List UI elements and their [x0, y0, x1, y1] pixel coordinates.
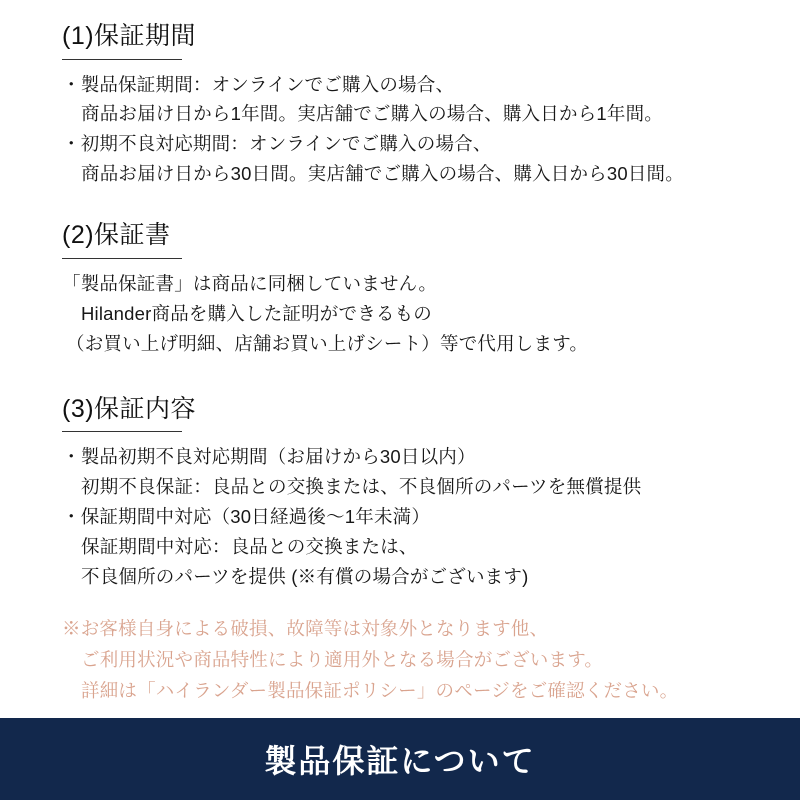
note-line: 詳細は「ハイランダー製品保証ポリシー」のページをご確認ください。 — [81, 679, 679, 701]
body-line: Hilander商品を購入した証明ができるもの — [81, 302, 432, 324]
spacer — [62, 363, 756, 393]
footer-title: 製品保証について — [264, 743, 536, 779]
body-line: 初期不良保証：良品との交換または、不良個所のパーツを無償提供 — [81, 476, 642, 498]
body-line: 保証期間中対応：良品との交換または、 — [81, 536, 418, 558]
section-2-lines — [62, 269, 756, 359]
heading-rule-2 — [62, 258, 182, 259]
body-line: （お買い上げ明細、店舗お買い上げシート）等で代用します。 — [66, 332, 589, 354]
section-3-lines — [62, 442, 756, 592]
body-line: 商品お届け日から1年間。実店舗でご購入の場合、購入日から1年間。 — [81, 103, 663, 125]
body-line: ・保証期間中対応（30日経過後〜1年未満） — [62, 506, 431, 528]
footer-banner — [0, 718, 800, 800]
note-line: ご利用状況や商品特性により適用外となる場合がございます。 — [81, 648, 604, 670]
heading-rule-3 — [62, 431, 182, 432]
spacer — [62, 193, 756, 219]
body-line: ・製品初期不良対応期間（お届けから30日以内） — [62, 446, 476, 468]
section-heading-1: (1)保証期間 — [62, 22, 197, 50]
heading-rule-1 — [62, 59, 182, 60]
body-line: 「製品保証書」は商品に同梱していません。 — [62, 272, 438, 294]
section-heading-3: (3)保証内容 — [62, 394, 197, 423]
body-line: ・製品保証期間：オンラインでご購入の場合、 — [62, 73, 455, 95]
body-line: 不良個所のパーツを提供 (※有償の場合がございます) — [81, 566, 529, 588]
section-warranty-period — [62, 20, 756, 189]
section-warranty-certificate — [62, 219, 756, 358]
section-heading-2: (2)保証書 — [62, 221, 171, 250]
body-line: ・初期不良対応期間：オンラインでご購入の場合、 — [62, 133, 492, 155]
section-1-lines — [62, 70, 756, 190]
body-line: 商品お届け日から30日間。実店舗でご購入の場合、購入日から30日間。 — [81, 163, 684, 185]
disclaimer-note — [62, 614, 756, 706]
section-warranty-coverage — [62, 393, 756, 592]
note-line: ※お客様自身による破損、故障等は対象外となります他、 — [62, 618, 549, 640]
